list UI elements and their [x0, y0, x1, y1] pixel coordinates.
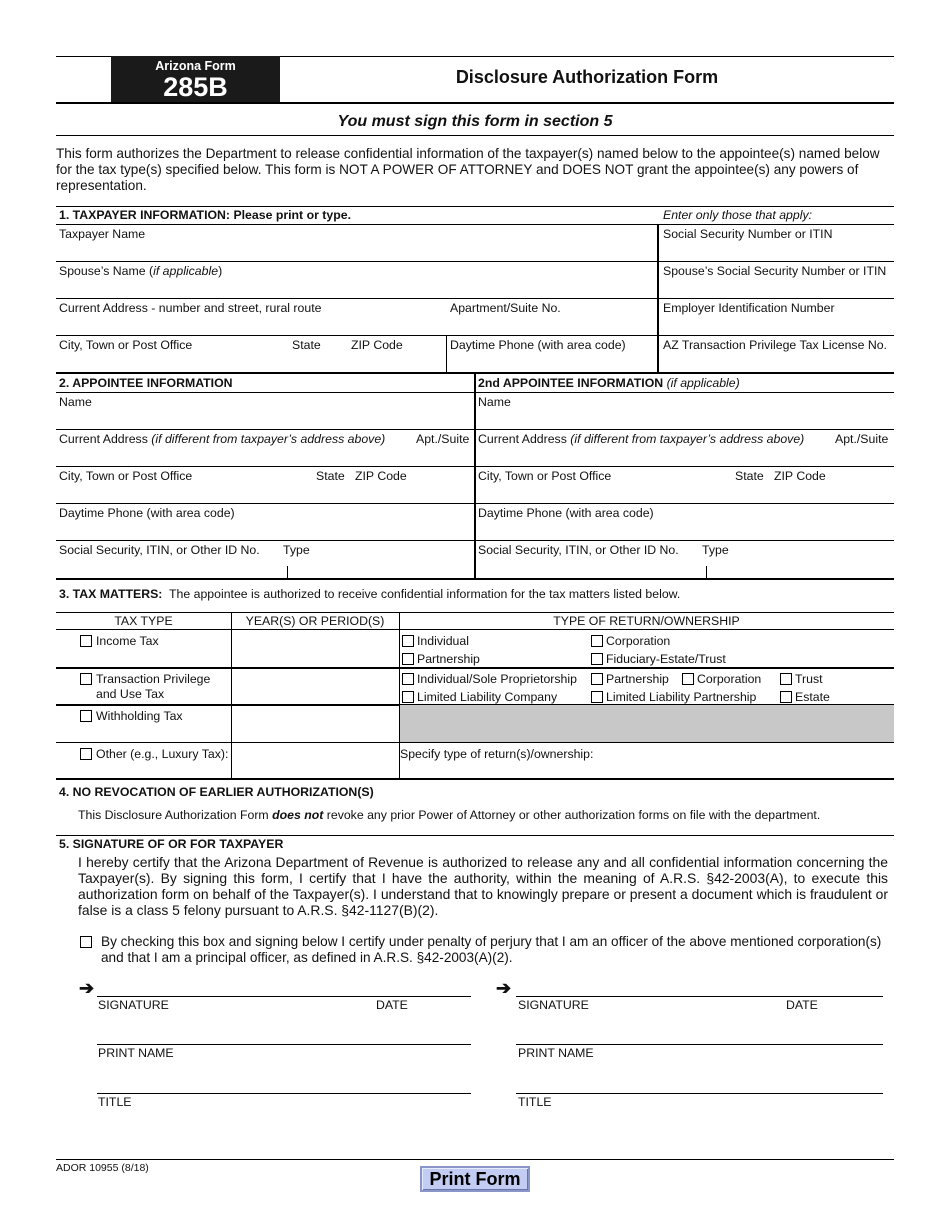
sign-here-arrow-icon: ➔: [496, 978, 512, 998]
other-tax-checkbox[interactable]: [80, 748, 92, 760]
row-rule: [56, 466, 894, 467]
appointee2-apt-field[interactable]: Apt./Suite: [835, 432, 889, 446]
intro-paragraph: This form authorizes the Department to release confidential information of the taxpayer(s) named below to the appointee(s) named below for the tax type(s) specified below. This form is NOT A POWER OF ATTORNEY and DOES NOT grant the appointee(s) any powers of representation.: [56, 146, 880, 193]
print-name-line-right[interactable]: [516, 1044, 883, 1045]
officer-text-line2: and that I am a principal officer, as defined in A.R.S. §42-2003(A)(2).: [101, 950, 513, 965]
appointee-state-field[interactable]: State: [316, 469, 345, 483]
appointee-address-label: Current Address: [59, 432, 152, 446]
llp-label: Limited Liability Partnership: [606, 690, 757, 704]
form-number-badge: [111, 56, 280, 102]
appointee2-address-label: Current Address: [478, 432, 571, 446]
must-sign-notice: You must sign this form in section 5: [337, 113, 613, 130]
section5-heading: 5. SIGNATURE OF OR FOR TAXPAYER: [59, 837, 284, 851]
state-field[interactable]: State: [292, 338, 321, 352]
other-tax-label: Other (e.g., Luxury Tax):: [96, 747, 229, 761]
phone-divider: [446, 335, 447, 373]
officer-checkbox[interactable]: [80, 936, 92, 948]
title-line-left[interactable]: [97, 1093, 471, 1094]
section1-header-rule: [56, 224, 894, 225]
print-form-button[interactable]: Print Form: [420, 1166, 530, 1192]
partnership2-label: Partnership: [606, 672, 669, 686]
appointee-zip-field[interactable]: ZIP Code: [355, 469, 407, 483]
tpt-license-field[interactable]: AZ Transaction Privilege Tax License No.: [663, 338, 887, 352]
appointee2-address-qualifier: (if different from taxpayer’s address above): [570, 432, 805, 446]
appointee-address-field[interactable]: [59, 432, 385, 447]
second-appointee-title: 2nd APPOINTEE INFORMATION: [478, 376, 664, 390]
corporation2-checkbox[interactable]: [682, 673, 694, 685]
col-return-type: TYPE OF RETURN/OWNERSHIP: [553, 614, 740, 628]
appointee-id-type-field[interactable]: Type: [283, 543, 310, 557]
tpt-label-line2: and Use Tax: [96, 687, 165, 701]
section5-certification: I hereby certify that the Arizona Department of Revenue is authorized to release any and all confidential information concerning the Taxpayer(s). By signing this form, I certify that I have the authority, within the meaning of A.R.S. §42-2003(A), to execute this authorization form on behalf of the Taxpayer(s). I understand that to knowingly prepare or present a document which is fraudulent or false is a class 5 felony pursuant to A.R.S. §42-1127(B)(2).: [78, 854, 888, 918]
section3-description: The appointee is authorized to receive confidential information for the tax matters listed below.: [169, 587, 681, 601]
section1-top-rule: [56, 206, 894, 207]
section3-top-rule: [56, 578, 894, 580]
appointee-apt-field[interactable]: Apt./Suite: [416, 432, 470, 446]
title-label-right: TITLE: [518, 1095, 552, 1109]
signature-line-right[interactable]: [516, 996, 883, 997]
page-title: Disclosure Authorization Form: [455, 67, 719, 87]
trust-label: Trust: [795, 672, 823, 686]
spouse-name-field[interactable]: [59, 264, 222, 279]
section3-heading: 3. TAX MATTERS:: [59, 587, 163, 601]
income-tax-checkbox[interactable]: [80, 635, 92, 647]
appointee-phone-field[interactable]: Daytime Phone (with area code): [59, 506, 235, 520]
col-years: YEAR(S) OR PERIOD(S): [245, 614, 385, 628]
form-number: 285B: [163, 72, 228, 102]
row-rule: [56, 261, 894, 262]
header-bottom-rule: [56, 102, 894, 104]
appointee2-phone-field[interactable]: Daytime Phone (with area code): [478, 506, 654, 520]
corporation-checkbox[interactable]: [591, 635, 603, 647]
tpt-label-line1: Transaction Privilege: [96, 672, 211, 686]
print-name-line-left[interactable]: [97, 1044, 471, 1045]
row-rule: [56, 335, 894, 336]
spouse-name-label: Spouse’s Name (: [59, 264, 154, 278]
corporation-label: Corporation: [606, 634, 671, 648]
appointee2-state-field[interactable]: State: [735, 469, 764, 483]
table-header-rule: [56, 629, 894, 630]
appointee2-id-type-field[interactable]: Type: [702, 543, 729, 557]
footer-rule: [56, 1159, 894, 1160]
section2-heading-2nd: [478, 376, 740, 391]
withholding-checkbox[interactable]: [80, 710, 92, 722]
appointee-name-field[interactable]: Name: [59, 395, 92, 409]
sole-prop-label: Individual/Sole Proprietorship: [417, 672, 577, 686]
partnership-label: Partnership: [417, 652, 480, 666]
row-rule: [56, 503, 894, 504]
llp-checkbox[interactable]: [591, 691, 603, 703]
date-label-left: DATE: [376, 998, 408, 1012]
notice-rule: [56, 135, 894, 136]
second-appointee-qualifier: (if applicable): [666, 376, 740, 390]
appointee-address-qualifier: (if different from taxpayer’s address above): [151, 432, 386, 446]
appointee-id-field[interactable]: Social Security, ITIN, or Other ID No.: [59, 543, 260, 557]
ssn-itin-field[interactable]: Social Security Number or ITIN: [663, 227, 833, 241]
spouse-ssn-field[interactable]: Spouse’s Social Security Number or ITIN: [663, 264, 887, 278]
spouse-name-qualifier: if applicable: [153, 264, 219, 278]
spouse-name-close: ): [218, 264, 223, 278]
section2-divider: [474, 372, 476, 579]
section2-heading: 2. APPOINTEE INFORMATION: [59, 376, 233, 390]
section5-top-rule: [56, 835, 894, 836]
section4-text-start: This Disclosure Authorization Form: [78, 808, 273, 822]
partnership-checkbox[interactable]: [402, 653, 414, 665]
current-address-field[interactable]: Current Address - number and street, rural route: [59, 301, 322, 315]
appointee2-name-field[interactable]: Name: [478, 395, 511, 409]
table-row-rule: [56, 742, 894, 743]
signature-line-left[interactable]: [97, 996, 471, 997]
withholding-shaded-cell: [400, 705, 894, 742]
table-col-divider: [231, 612, 232, 779]
section4-emphasis: does not: [272, 808, 324, 822]
corporation2-label: Corporation: [697, 672, 762, 686]
sign-here-arrow-icon: ➔: [79, 978, 95, 998]
form-id: ADOR 10955 (8/18): [56, 1162, 149, 1174]
section3-heading-line: [59, 587, 680, 602]
officer-text-line1: By checking this box and signing below I certify under penalty of perjury that I am an officer of the above mentioned corporation(s): [101, 934, 882, 949]
ein-field[interactable]: Employer Identification Number: [663, 301, 835, 315]
appointee2-zip-field[interactable]: ZIP Code: [774, 469, 826, 483]
section1-heading: 1. TAXPAYER INFORMATION: Please print or type.: [59, 208, 351, 222]
fiduciary-label: Fiduciary-Estate/Trust: [606, 652, 726, 666]
llc-checkbox[interactable]: [402, 691, 414, 703]
title-line-right[interactable]: [516, 1093, 883, 1094]
appointee2-city-field[interactable]: City, Town or Post Office: [478, 469, 612, 483]
table-bottom-rule: [56, 778, 894, 780]
print-name-label-left: PRINT NAME: [98, 1046, 174, 1060]
individual-label: Individual: [417, 634, 469, 648]
daytime-phone-field[interactable]: Daytime Phone (with area code): [450, 338, 626, 352]
row-rule: [56, 540, 894, 541]
llc-label: Limited Liability Company: [417, 690, 558, 704]
estate-label: Estate: [795, 690, 830, 704]
print-name-label-right: PRINT NAME: [518, 1046, 594, 1060]
table-top-rule: [56, 612, 894, 613]
appointee2-address-field[interactable]: [478, 432, 804, 447]
fiduciary-checkbox[interactable]: [591, 653, 603, 665]
row-rule: [56, 298, 894, 299]
trust-checkbox[interactable]: [780, 673, 792, 685]
date-label-right: DATE: [786, 998, 818, 1012]
section4-heading: 4. NO REVOCATION OF EARLIER AUTHORIZATION(S): [59, 785, 374, 799]
signature-label-right: SIGNATURE: [518, 998, 589, 1012]
section1-note: Enter only those that apply:: [663, 208, 813, 222]
appointee2-id-field[interactable]: Social Security, ITIN, or Other ID No.: [478, 543, 679, 557]
income-tax-label: Income Tax: [96, 634, 159, 648]
zip-field[interactable]: ZIP Code: [351, 338, 403, 352]
withholding-label: Withholding Tax: [96, 709, 183, 723]
row-rule: [56, 429, 894, 430]
form-label: Arizona Form: [155, 59, 236, 73]
signature-label-left: SIGNATURE: [98, 998, 169, 1012]
estate-checkbox[interactable]: [780, 691, 792, 703]
section4-text-end: revoke any prior Power of Attorney or other authorization forms on file with the department.: [323, 808, 821, 822]
city-field[interactable]: City, Town or Post Office: [59, 338, 193, 352]
taxpayer-name-field[interactable]: Taxpayer Name: [59, 227, 146, 241]
sole-prop-checkbox[interactable]: [402, 673, 414, 685]
partnership2-checkbox[interactable]: [591, 673, 603, 685]
individual-checkbox[interactable]: [402, 635, 414, 647]
apt-suite-field[interactable]: Apartment/Suite No.: [450, 301, 561, 315]
tpt-checkbox[interactable]: [80, 673, 92, 685]
col-tax-type: TAX TYPE: [114, 614, 173, 628]
title-label-left: TITLE: [98, 1095, 132, 1109]
section4-text: [78, 808, 820, 823]
appointee-city-field[interactable]: City, Town or Post Office: [59, 469, 193, 483]
specify-type-field[interactable]: Specify type of return(s)/ownership:: [400, 747, 594, 761]
table-row-rule: [56, 667, 894, 669]
